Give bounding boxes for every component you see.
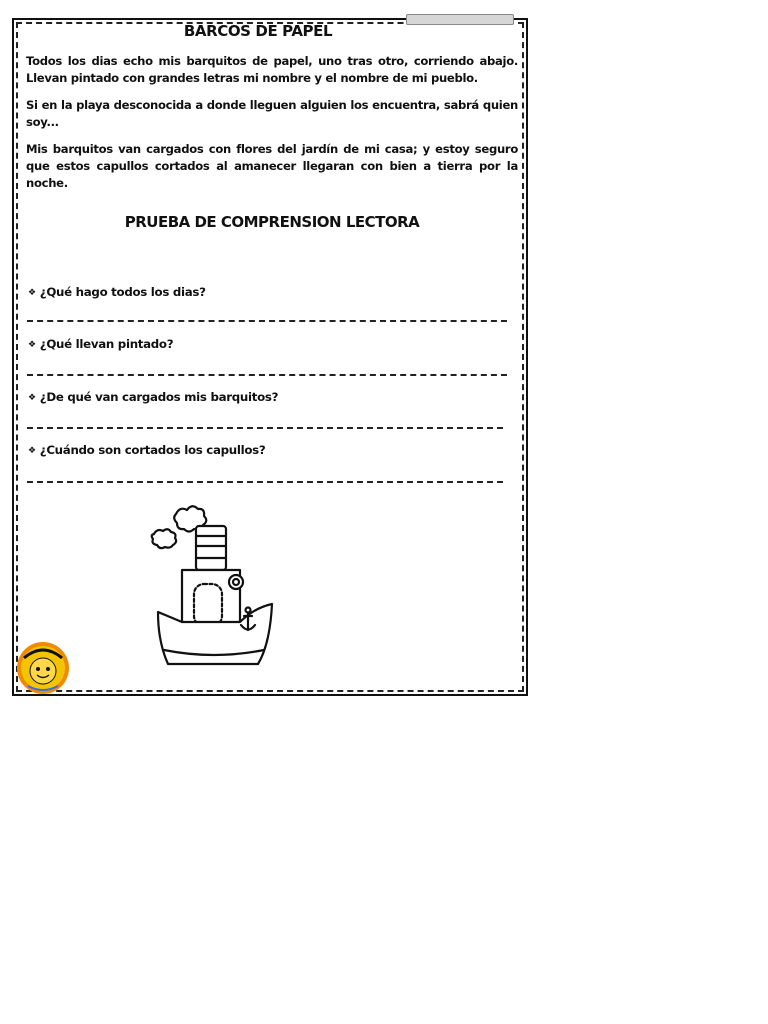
diamond-bullet-icon: ❖	[28, 340, 36, 350]
paragraph-2: Si en la playa desconocida a donde lleguen alguien los encuentra, sabrá quien soy...	[26, 98, 518, 129]
answer-line-4[interactable]	[27, 481, 503, 483]
question-1	[28, 285, 206, 299]
paragraph-3: Mis barquitos van cargados con flores del jardín de mi casa; y estoy seguro que estos capullos cortados al amanecer llegaran con bien a tierra por la noche.	[26, 142, 518, 190]
quiz-title: PRUEBA DE COMPRENSION LECTORA	[124, 213, 420, 231]
question-1-text: ¿Qué hago todos los dias?	[39, 285, 206, 299]
document-title: BARCOS DE PAPEL	[183, 22, 333, 40]
question-3	[28, 390, 278, 404]
diamond-bullet-icon: ❖	[28, 393, 36, 403]
question-4	[28, 443, 265, 457]
question-2-text: ¿Qué llevan pintado?	[39, 337, 174, 351]
paragraph-1: Todos los dias echo mis barquitos de papel, uno tras otro, corriendo abajo. Llevan pintado con grandes letras mi nombre y el nombre de mi pueblo.	[26, 54, 518, 85]
diamond-bullet-icon: ❖	[28, 446, 36, 456]
answer-line-1[interactable]	[27, 320, 507, 322]
diamond-bullet-icon: ❖	[28, 288, 36, 298]
question-4-text: ¿Cuándo son cortados los capullos?	[39, 443, 266, 457]
sun-mascot-logo-icon	[14, 638, 72, 696]
answer-line-3[interactable]	[27, 427, 503, 429]
question-3-text: ¿De qué van cargados mis barquitos?	[39, 390, 279, 404]
answer-line-2[interactable]	[27, 374, 507, 376]
steamboat-illustration-icon	[146, 500, 278, 672]
question-2	[28, 337, 173, 351]
